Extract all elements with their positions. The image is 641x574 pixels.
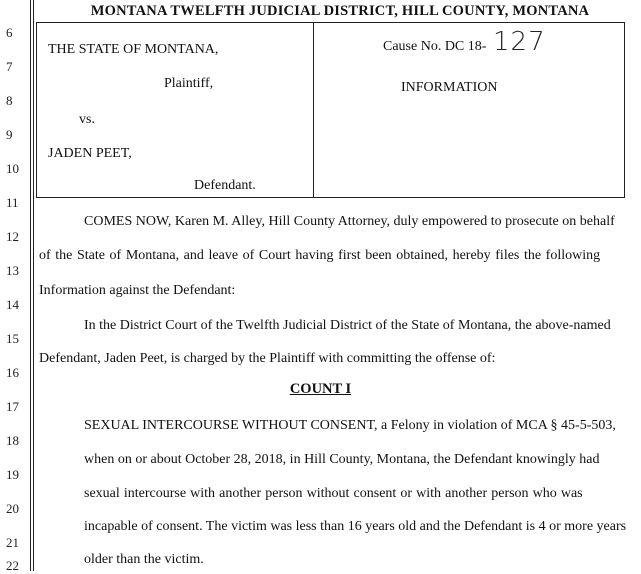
paragraph-line: Defendant, Jaden Peet, is charged by the Plaintiff with committing the offense of: <box>39 351 496 366</box>
line-number: 11 <box>6 195 19 210</box>
caption-divider <box>313 23 314 197</box>
count-line: incapable of consent. The victim was less than 16 years old and the Defendant is 4 or more years <box>84 519 627 534</box>
line-number: 9 <box>6 127 13 142</box>
line-number: 21 <box>6 535 19 550</box>
left-margin-rule-outer <box>30 0 31 571</box>
line-number: 17 <box>6 399 19 414</box>
line-number: 13 <box>6 263 19 278</box>
paragraph-line: In the District Court of the Twelfth Judicial District of the State of Montana, the above-named <box>84 318 611 333</box>
count-line: sexual intercourse with another person without consent or with another person who was <box>84 486 583 501</box>
cause-number-label: Cause No. DC 18- <box>383 39 487 54</box>
count-line: SEXUAL INTERCOURSE WITHOUT CONSENT, a Felony in violation of MCA § 45-5-503, <box>84 418 616 433</box>
paragraph-line: Information against the Defendant: <box>39 283 236 298</box>
line-number: 7 <box>6 59 13 74</box>
left-margin-rule-inner <box>33 0 34 571</box>
count-heading: COUNT I <box>289 381 352 397</box>
line-number: 18 <box>6 433 19 448</box>
line-number: 15 <box>6 331 19 346</box>
court-title: MONTANA TWELFTH JUDICIAL DISTRICT, HILL COUNTY, MONTANA <box>90 3 590 19</box>
line-number: 6 <box>6 25 13 40</box>
paragraph-line: of the State of Montana, and leave of Court having first been obtained, hereby files the following <box>39 248 601 263</box>
defendant-role: Defendant. <box>194 178 256 193</box>
line-number: 19 <box>6 467 19 482</box>
line-number: 8 <box>6 93 13 108</box>
defendant-name: JADEN PEET, <box>48 146 132 161</box>
count-line: when on or about October 28, 2018, in Hill County, Montana, the Defendant knowingly had <box>84 452 600 467</box>
count-line: older than the victim. <box>84 552 204 567</box>
line-number: 10 <box>6 161 19 176</box>
line-number: 22 <box>6 558 19 573</box>
case-caption-box <box>36 22 625 198</box>
line-number: 12 <box>6 229 19 244</box>
cause-number-handwritten: 127 <box>493 27 546 57</box>
plaintiff-name: THE STATE OF MONTANA, <box>48 42 219 57</box>
line-number: 14 <box>6 297 19 312</box>
line-number: 20 <box>6 501 19 516</box>
paragraph-line: COMES NOW, Karen M. Alley, Hill County Attorney, duly empowered to prosecute on behalf <box>84 214 615 229</box>
document-type: INFORMATION <box>401 80 498 95</box>
versus-label: vs. <box>79 112 95 127</box>
plaintiff-role: Plaintiff, <box>164 76 214 91</box>
line-number: 16 <box>6 365 19 380</box>
